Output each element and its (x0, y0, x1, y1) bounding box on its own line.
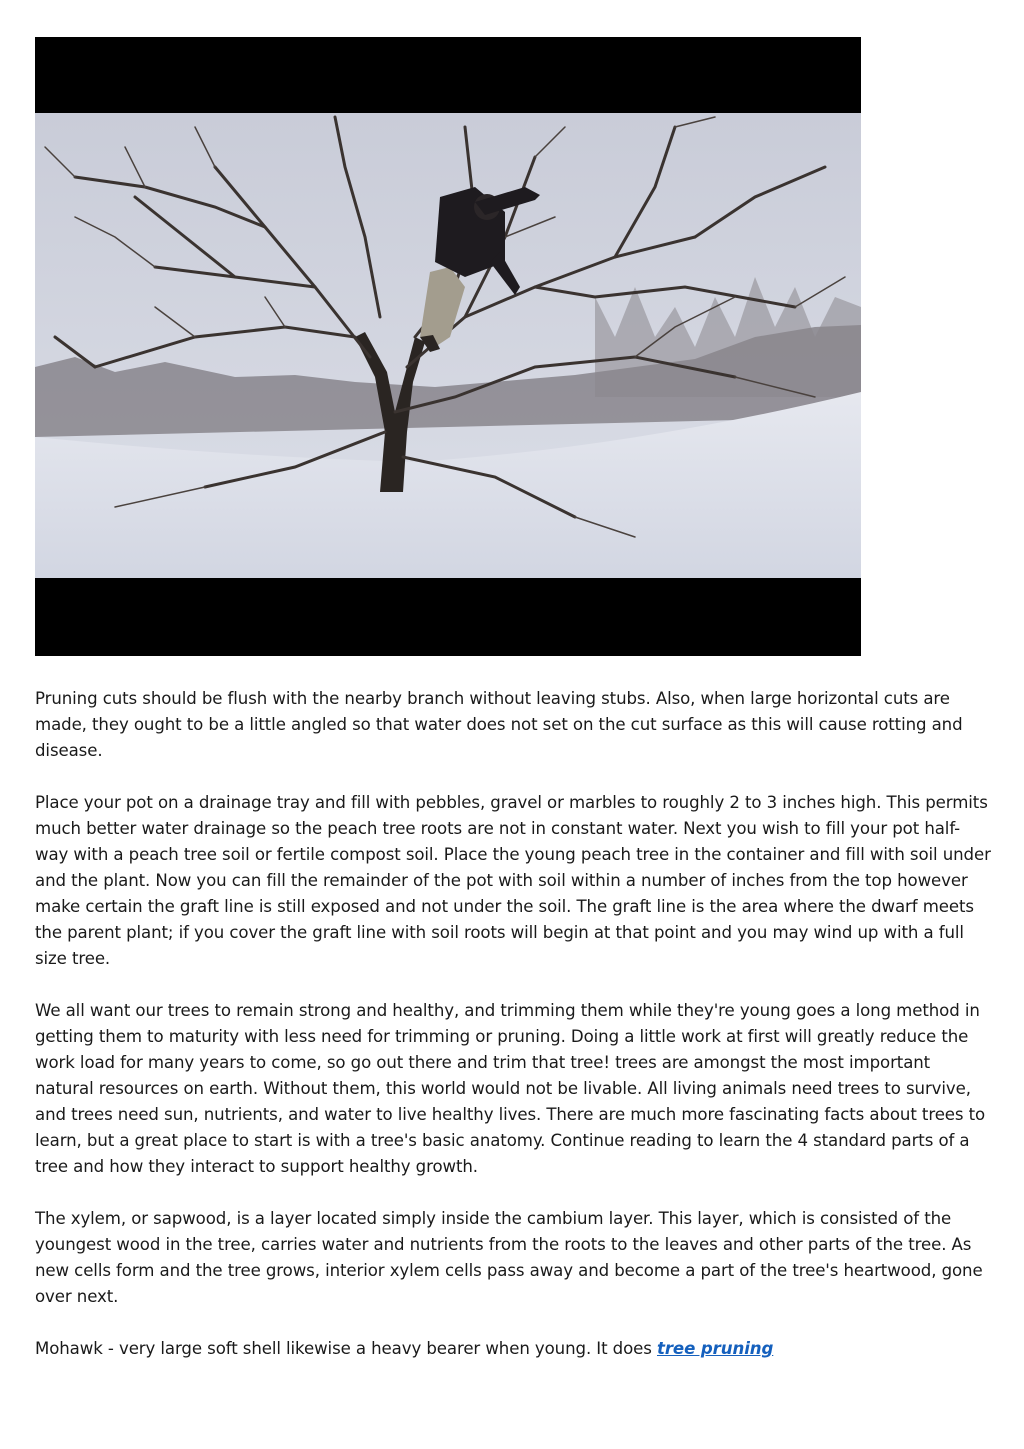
article-paragraph: The xylem, or sapwood, is a layer located simply inside the cambium layer. This layer, which is consisted of the youngest wood in the tree, carries water and nutrients from the roots to the leaves and other parts of the tree. As new cells form and the tree grows, interior xylem cells pass away and become a part of the tree's heartwood, gone over next. (35, 1209, 983, 1306)
video-still-image (35, 37, 861, 656)
article-paragraph: Pruning cuts should be flush with the nearby branch without leaving stubs. Also, when large horizontal cuts are made, they ought to be a little angled so that water does not set on the cut surface as this will cause rotting and disease. (35, 689, 963, 760)
tree-pruning-link[interactable]: tree pruning (657, 1339, 774, 1358)
article-paragraph: We all want our trees to remain strong and healthy, and trimming them while they're young goes a long method in getting them to maturity with less need for trimming or pruning. Doing a little work at first will greatly reduce the work load for many years to come, so go out there and trim that tree! trees are amongst the most important natural resources on earth. Without them, this world would not be livable. All living animals need trees to survive, and trees need sun, nutrients, and water to live healthy lives. There are much more fascinating facts about trees to learn, but a great place to start is with a tree's basic anatomy. Continue reading to learn the 4 standard parts of a tree and how they interact to support healthy growth. (35, 1001, 986, 1176)
article-paragraph: Place your pot on a drainage tray and fill with pebbles, gravel or marbles to roughly 2 to 3 inches high. This permits much better water drainage so the peach tree roots are not in constant water. Next you wish to fill your pot half-way with a peach tree soil or fertile compost soil. Place the young peach tree in the container and fill with soil under and the plant. Now you can fill the remainder of the pot with soil within a number of inches from the top however make certain the graft line is still exposed and not under the soil. The graft line is the area where the dwarf meets the parent plant; if you cover the graft line with soil roots will begin at that point and you may wind up with a full size tree. (35, 793, 991, 968)
video-still[interactable] (35, 37, 861, 656)
article-paragraph-last (35, 1336, 991, 1362)
article-paragraph-text: Mohawk - very large soft shell likewise a heavy bearer when young. It does (35, 1339, 657, 1358)
article-body (35, 686, 991, 1388)
